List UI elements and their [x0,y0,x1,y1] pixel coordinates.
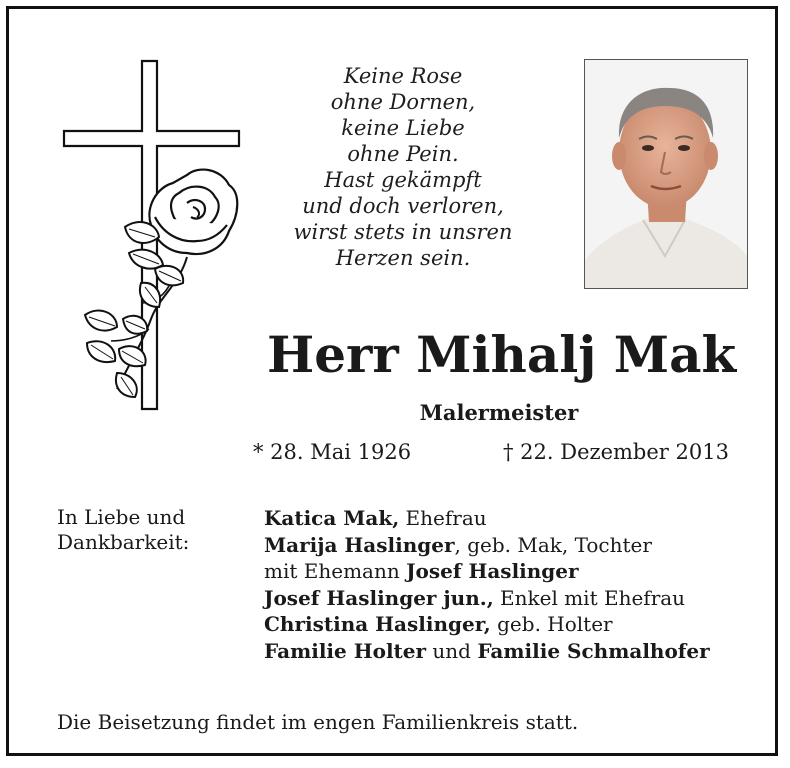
birth-date: * 28. Mai 1926 [253,440,412,464]
mourner-name: Familie Schmalhofer [477,638,710,663]
poem [263,63,543,271]
mourner-relation: geb. Holter [490,612,613,636]
death-date: † 22. Dezember 2013 [503,440,729,464]
poem-line: wirst stets in unsren [293,220,513,244]
mourners-intro [57,505,189,555]
mourner-row [264,532,710,559]
mourner-row [264,585,710,612]
mourner-connector: und [426,638,478,663]
mourner-row [264,558,710,585]
mourner-name: Josef Haslinger [406,559,579,583]
portrait-photo [584,59,748,289]
cross-with-rose-icon [59,57,245,417]
mourner-relation: mit Ehemann [264,559,407,583]
poem-line: keine Liebe [341,116,465,140]
mourner-name: Katica Mak, [264,506,400,530]
poem-line: und doch verloren, [302,194,504,218]
deceased-name: Herr Mihalj Mak [267,325,737,384]
mourner-row [264,638,710,665]
funeral-notice: Die Beisetzung findet im engen Familienkreis statt. [57,710,579,734]
mourner-name: Josef Haslinger jun., [264,585,494,610]
poem-line: ohne Pein. [347,142,459,166]
mourner-name: Familie Holter [264,638,427,663]
intro-line: In Liebe und [57,505,186,529]
mourner-row [264,505,710,532]
mourner-name: Marija Haslinger [264,532,455,557]
mourner-relation: Ehefrau [399,506,487,530]
mourner-relation: Enkel mit Ehefrau [493,585,686,610]
mourner-relation: , geb. Mak, Tochter [454,532,652,557]
deceased-profession: Malermeister [419,400,579,425]
poem-line: Hast gekämpft [324,168,482,192]
poem-line: ohne Dornen, [330,90,476,114]
obituary-frame [6,6,778,756]
poem-line: Herzen sein. [335,246,471,270]
poem-line: Keine Rose [343,64,463,88]
mourner-name: Christina Haslinger, [264,612,491,636]
mourner-row [264,611,710,638]
mourners-list [264,505,710,664]
intro-line: Dankbarkeit: [57,530,190,554]
